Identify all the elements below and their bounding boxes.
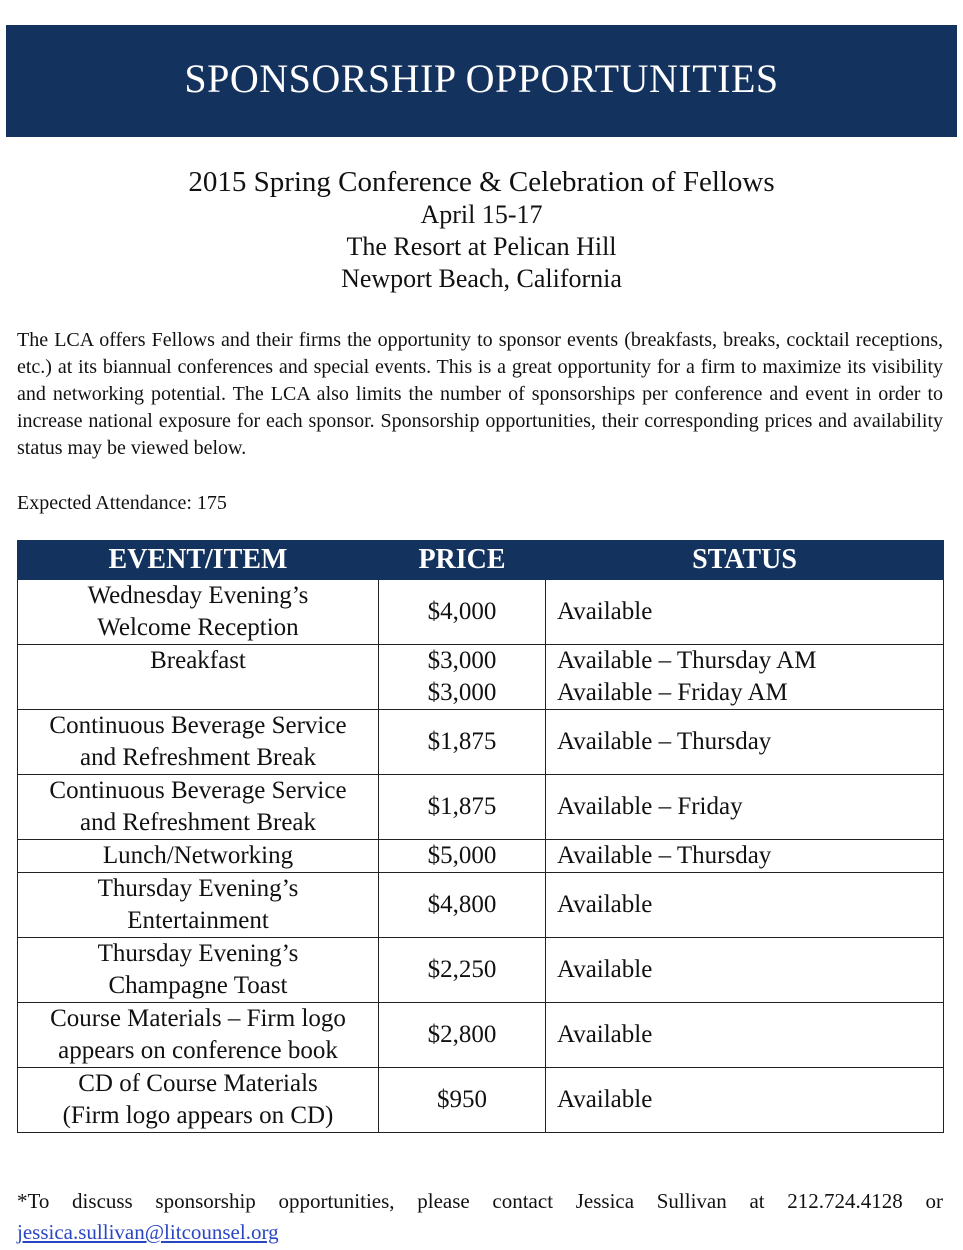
status-cell — [546, 580, 944, 645]
price-cell — [379, 775, 546, 840]
sponsorship-table — [17, 540, 944, 1133]
event-cell — [18, 938, 379, 1003]
intro-paragraph: The LCA offers Fellows and their firms the opportunity to sponsor events (breakfasts, breaks, cocktail receptions, etc.) at its biannual conferences and special events. This is a great opportunity for a firm to maximize its visibility and networking potential. The LCA also limits the number of sponsorships per conference and event in order to increase national exposure for each sponsor. Sponsorship opportunities, their corresponding prices and availability status may be viewed below. — [17, 329, 943, 459]
status-value: Available – Friday — [557, 793, 743, 820]
event-line: Thursday Evening’s — [97, 875, 299, 902]
event-cell — [18, 775, 379, 840]
status-cell — [546, 1068, 944, 1133]
header-price: PRICE — [379, 541, 546, 580]
header-event-item: EVENT/ITEM — [18, 541, 379, 580]
event-line: and Refreshment Break — [79, 744, 317, 771]
banner-title: SPONSORSHIP OPPORTUNITIES — [184, 55, 779, 101]
table-row — [18, 580, 944, 645]
price-cell — [379, 710, 546, 775]
price-value: $1,875 — [427, 728, 497, 755]
status-value: Available – Friday AM — [557, 679, 788, 706]
price-value: $4,800 — [427, 891, 497, 918]
price-cell — [379, 938, 546, 1003]
price-value: $950 — [437, 1086, 487, 1113]
conference-location: Newport Beach, California — [341, 264, 622, 293]
event-cell — [18, 873, 379, 938]
status-cell — [546, 938, 944, 1003]
price-cell — [379, 645, 546, 710]
price-cell — [379, 580, 546, 645]
table-row — [18, 645, 944, 710]
event-line: Wednesday Evening’s — [87, 582, 309, 609]
contact-note: *To discuss sponsorship opportunities, please contact Jessica Sullivan at 212.724.4128 or — [17, 1189, 943, 1213]
status-value: Available – Thursday — [557, 728, 772, 755]
table-row — [18, 1003, 944, 1068]
event-line: Continuous Beverage Service — [49, 777, 347, 804]
event-cell — [18, 645, 379, 710]
event-line: CD of Course Materials — [78, 1070, 318, 1097]
table-row — [18, 873, 944, 938]
event-line: and Refreshment Break — [79, 809, 317, 836]
table-row — [18, 1068, 944, 1133]
price-cell — [379, 873, 546, 938]
event-cell — [18, 580, 379, 645]
table-row — [18, 775, 944, 840]
price-value: $2,250 — [427, 956, 497, 983]
price-value: $1,875 — [427, 793, 497, 820]
event-line: Lunch/Networking — [102, 842, 294, 869]
status-cell — [546, 873, 944, 938]
header-status: STATUS — [546, 541, 944, 580]
event-line: Course Materials – Firm logo — [50, 1005, 346, 1032]
status-value: Available — [557, 891, 653, 918]
event-heading — [0, 165, 963, 295]
status-value: Available – Thursday AM — [557, 647, 817, 674]
status-cell — [546, 645, 944, 710]
table-header-row — [18, 541, 944, 580]
table-row — [18, 840, 944, 873]
price-value: $2,800 — [427, 1021, 497, 1048]
event-cell — [18, 1003, 379, 1068]
status-cell — [546, 840, 944, 873]
price-cell — [379, 1003, 546, 1068]
event-line: Continuous Beverage Service — [49, 712, 347, 739]
status-value: Available – Thursday — [557, 842, 772, 869]
table-row — [18, 710, 944, 775]
event-line: Welcome Reception — [97, 614, 299, 641]
conference-title: 2015 Spring Conference & Celebration of Fellows — [188, 166, 775, 198]
price-value: $3,000 — [427, 647, 497, 674]
event-line: Champagne Toast — [108, 972, 288, 999]
status-value: Available — [557, 598, 653, 625]
event-line: appears on conference book — [58, 1037, 338, 1064]
price-cell — [379, 1068, 546, 1133]
conference-venue: The Resort at Pelican Hill — [346, 232, 617, 261]
price-value: $3,000 — [427, 679, 497, 706]
event-cell — [18, 1068, 379, 1133]
event-cell — [18, 840, 379, 873]
event-line: (Firm logo appears on CD) — [62, 1102, 334, 1129]
status-value: Available — [557, 1086, 653, 1113]
price-value: $4,000 — [427, 598, 497, 625]
status-cell — [546, 775, 944, 840]
status-cell — [546, 1003, 944, 1068]
event-line: Breakfast — [150, 647, 246, 674]
contact-email-link[interactable]: jessica.sullivan@litcounsel.org — [17, 1220, 279, 1244]
event-line: Thursday Evening’s — [97, 940, 299, 967]
conference-dates: April 15-17 — [420, 200, 543, 229]
status-value: Available — [557, 1021, 653, 1048]
expected-attendance: Expected Attendance: 175 — [17, 492, 227, 514]
event-line: Entertainment — [127, 907, 269, 934]
price-value: $5,000 — [427, 842, 497, 869]
price-cell — [379, 840, 546, 873]
title-banner — [6, 25, 957, 137]
table-row — [18, 938, 944, 1003]
status-cell — [546, 710, 944, 775]
status-value: Available — [557, 956, 653, 983]
event-cell — [18, 710, 379, 775]
